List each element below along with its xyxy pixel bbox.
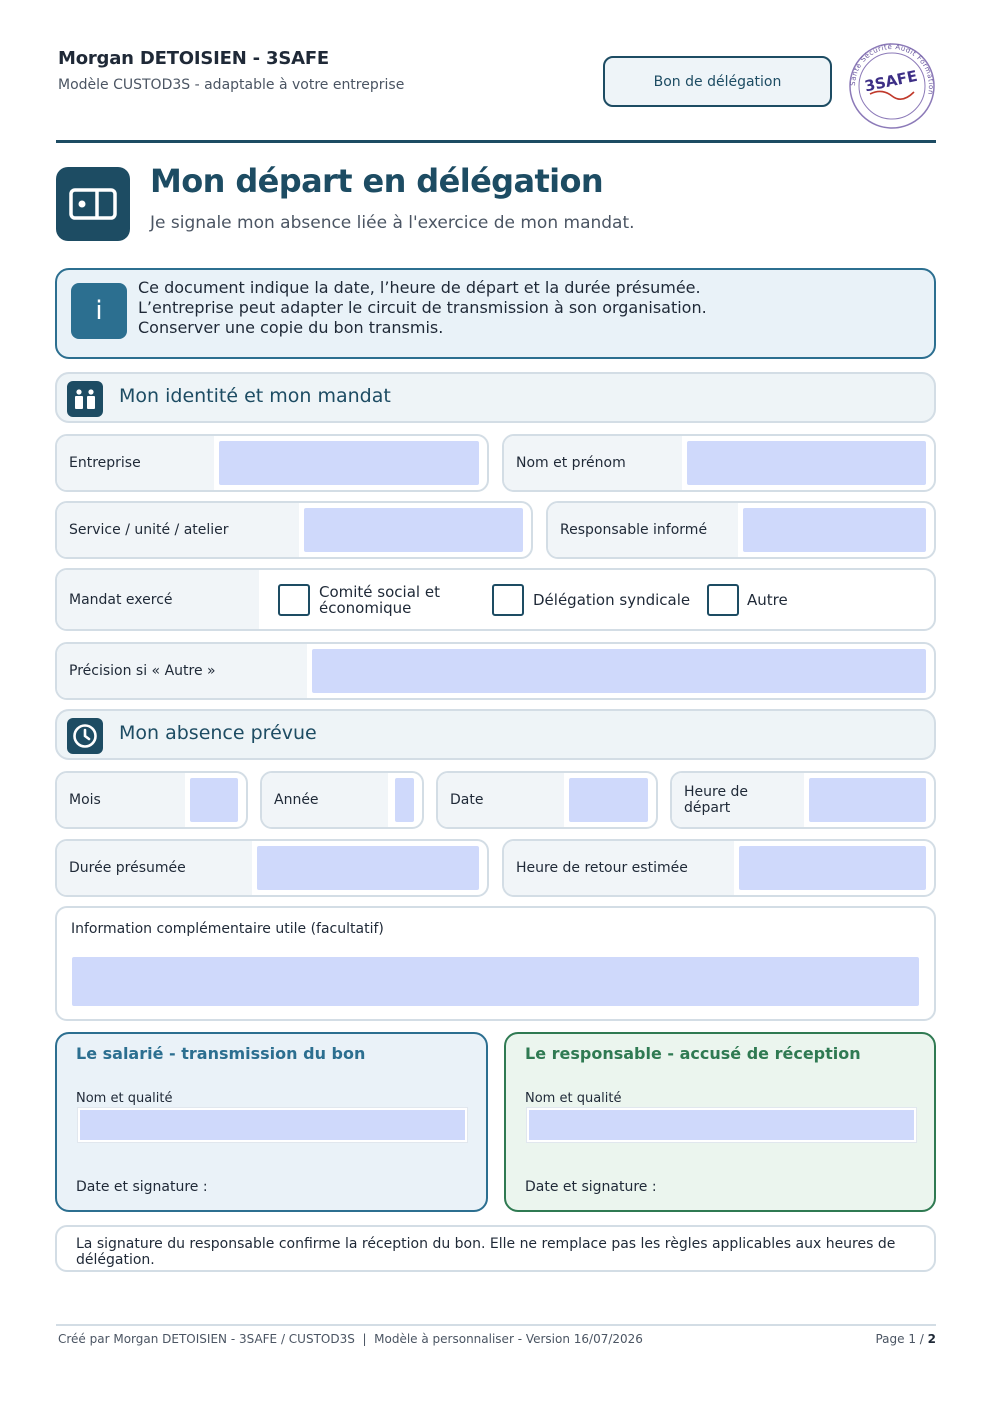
field-label: Mandat exercé [57, 570, 259, 629]
field-label: Service / unité / atelier [57, 503, 299, 557]
checkbox-label: Délégation syndicale [533, 591, 691, 609]
responsable-signature-box [504, 1032, 936, 1212]
section-title: Mon identité et mon mandat [119, 385, 391, 407]
company-seal-logo [848, 42, 936, 130]
header-divider [56, 140, 936, 143]
field-mois [55, 771, 248, 829]
ticket-icon [56, 167, 130, 241]
date-signature-label: Date et signature : [76, 1179, 208, 1195]
nom-prenom-input[interactable] [687, 441, 926, 485]
field-date [436, 771, 658, 829]
info-box [55, 268, 936, 359]
info-complementaire-textarea[interactable] [72, 957, 919, 1006]
mois-input[interactable] [190, 778, 238, 822]
heure-retour-input[interactable] [739, 846, 926, 890]
info-text [138, 278, 707, 338]
checkbox-label: Autre [747, 591, 788, 609]
field-label: Date [438, 773, 564, 827]
name-label: Nom et qualité [525, 1091, 622, 1106]
checkbox-autre[interactable] [707, 584, 739, 616]
salarie-name-input[interactable] [78, 1108, 467, 1142]
seal-ring-text: Santé Sécurité Audit Formation [848, 42, 936, 96]
field-responsable [546, 501, 936, 559]
info-icon: i [71, 283, 127, 339]
field-label: Précision si « Autre » [57, 644, 307, 698]
section-absence-header [55, 709, 936, 760]
field-label: Heure de départ [672, 773, 804, 827]
salarie-signature-title: Le salarié - transmission du bon [76, 1044, 366, 1063]
field-label: Durée présumée [57, 841, 252, 895]
field-heure-retour [502, 839, 936, 897]
checkbox-delegation-syndicale[interactable] [492, 584, 524, 616]
checkbox-label: Comité social et économique [319, 583, 440, 617]
checkbox-cse[interactable] [278, 584, 310, 616]
field-label: Responsable informé [548, 503, 738, 557]
heure-depart-input[interactable] [809, 778, 926, 822]
field-precision [55, 642, 936, 700]
field-label: Heure de retour estimée [504, 841, 734, 895]
section-identity-header [55, 372, 936, 423]
info-line: Ce document indique la date, l’heure de départ et la durée présumée. [138, 278, 701, 297]
clock-icon [67, 718, 103, 754]
field-nom-prenom [502, 434, 936, 492]
entreprise-input[interactable] [219, 441, 479, 485]
duree-input[interactable] [257, 846, 479, 890]
field-duree [55, 839, 489, 897]
people-icon [67, 381, 103, 417]
name-label: Nom et qualité [76, 1091, 173, 1106]
field-label: Mois [57, 773, 185, 827]
page-total: 2 [927, 1332, 936, 1346]
field-label: Entreprise [57, 436, 214, 490]
field-label: Information complémentaire utile (facultatif) [71, 921, 384, 937]
page-prefix: Page 1 / [875, 1332, 928, 1346]
document-type-label: Bon de délégation [653, 73, 782, 90]
precision-input[interactable] [312, 649, 926, 693]
responsable-name-input[interactable] [527, 1108, 916, 1142]
annee-input[interactable] [395, 778, 414, 822]
document-type-badge [603, 56, 832, 107]
footer-divider [56, 1324, 936, 1326]
field-label: Nom et prénom [504, 436, 682, 490]
salarie-signature-box [55, 1032, 488, 1212]
section-title: Mon absence prévue [119, 722, 317, 744]
info-line: Conserver une copie du bon transmis. [138, 318, 444, 337]
model-subtitle: Modèle CUSTOD3S - adaptable à votre entreprise [58, 77, 405, 93]
date-signature-label: Date et signature : [525, 1179, 657, 1195]
footer-credits: Créé par Morgan DETOISIEN - 3SAFE / CUSTOD3S | Modèle à personnaliser - Version 16/07/2026 [58, 1332, 643, 1346]
date-input[interactable] [569, 778, 648, 822]
field-label: Année [262, 773, 388, 827]
signature-note: La signature du responsable confirme la réception du bon. Elle ne remplace pas les règles applicables aux heures de délégation. [55, 1225, 936, 1272]
page-subtitle: Je signale mon absence liée à l'exercice de mon mandat. [150, 213, 635, 233]
page-title: Mon départ en délégation [150, 162, 604, 200]
info-line: L’entreprise peut adapter le circuit de transmission à son organisation. [138, 298, 707, 317]
service-input[interactable] [304, 508, 523, 552]
field-entreprise [55, 434, 489, 492]
field-mandat [55, 568, 936, 631]
author-name: Morgan DETOISIEN - 3SAFE [58, 48, 330, 69]
responsable-signature-title: Le responsable - accusé de réception [525, 1044, 861, 1063]
field-service [55, 501, 533, 559]
field-heure-depart [670, 771, 936, 829]
page-number [840, 1332, 936, 1346]
responsable-input[interactable] [743, 508, 926, 552]
field-annee [260, 771, 424, 829]
seal-text: 3SAFE [863, 66, 919, 96]
field-info-complementaire [55, 906, 936, 1021]
